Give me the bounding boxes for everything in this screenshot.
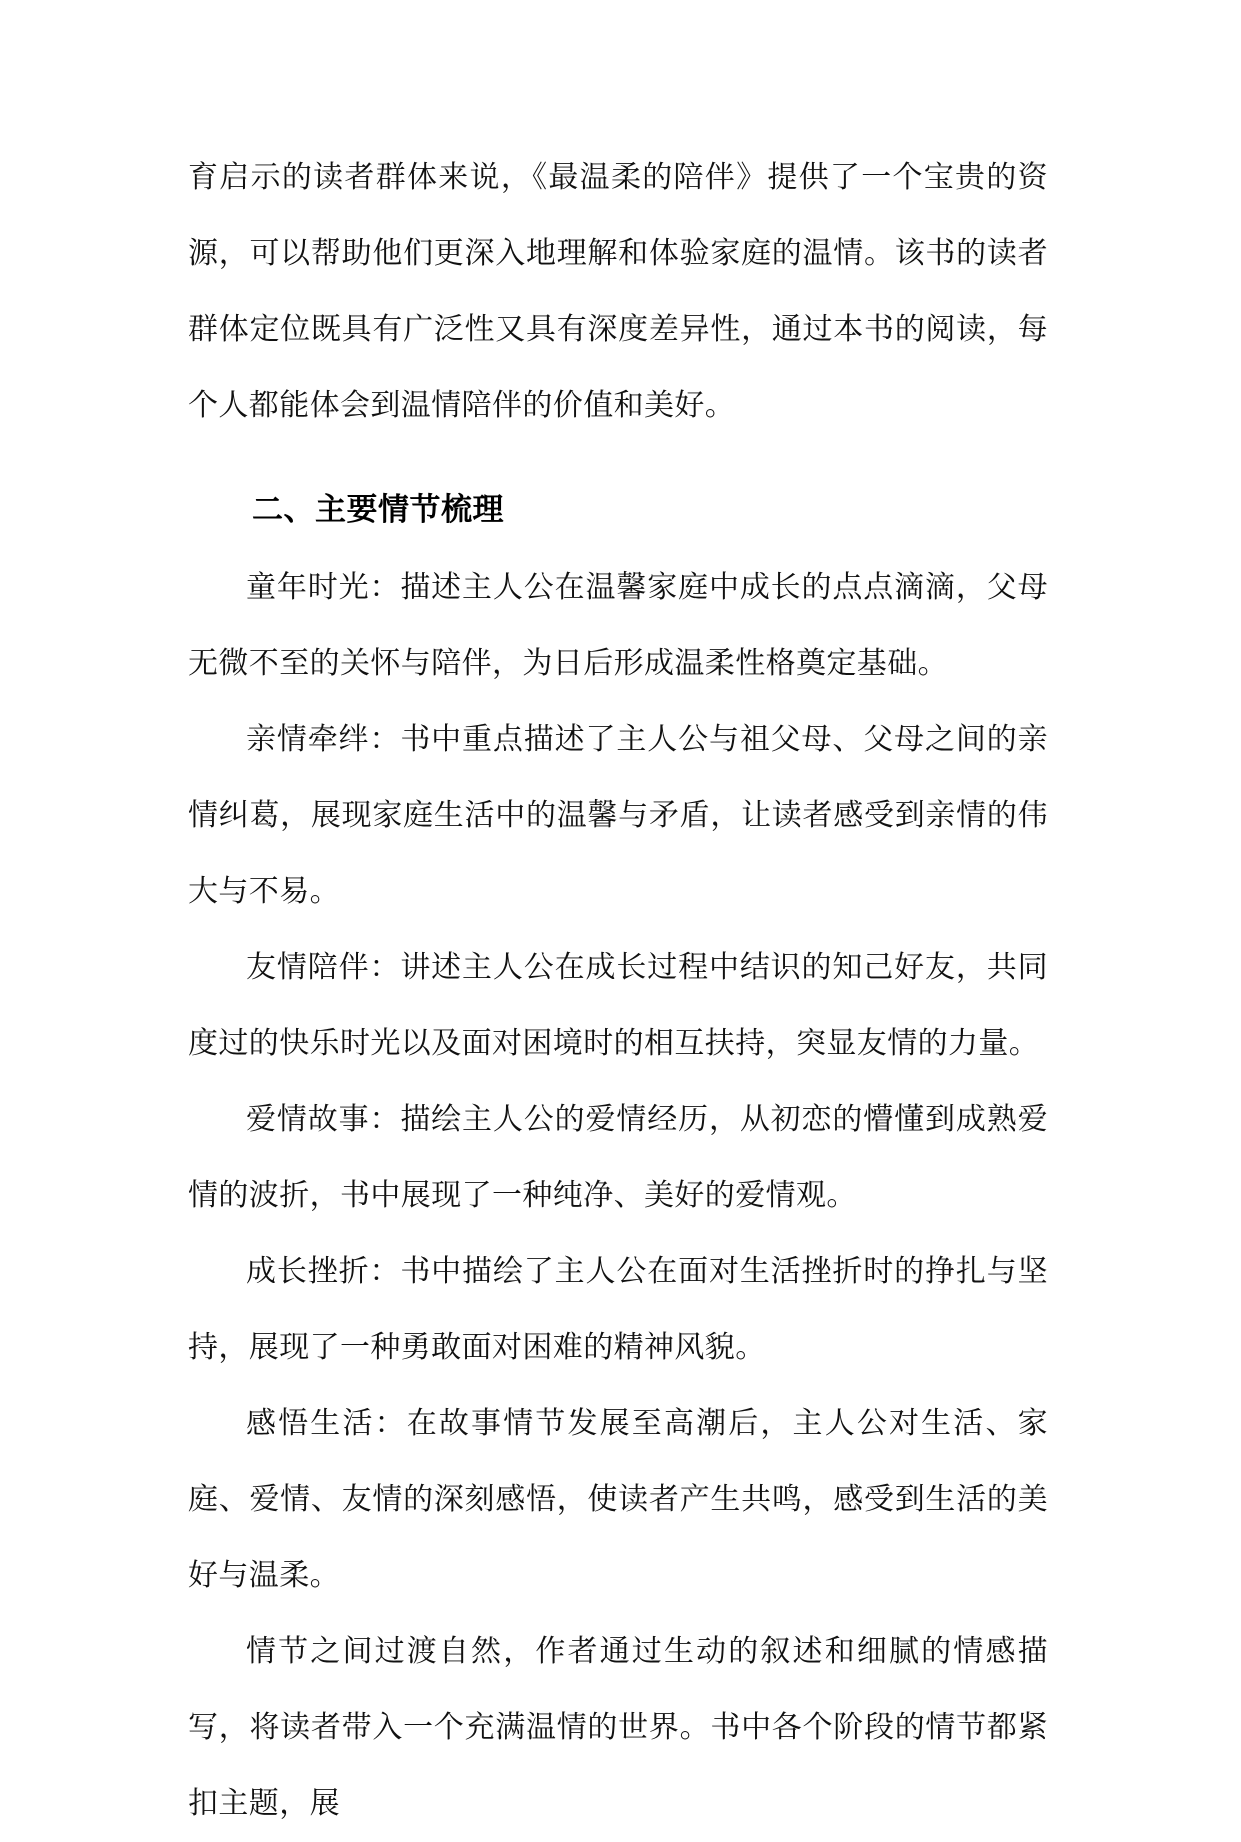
paragraph-transitions: 情节之间过渡自然，作者通过生动的叙述和细腻的情感描写，将读者带入一个充满温情的世界。书中各个阶段的情节都紧扣主题，展 (188, 1634, 1048, 1821)
paragraph-setbacks: 成长挫折：书中描绘了主人公在面对生活挫折时的挣扎与坚持，展现了一种勇敢面对困难的精神风貌。 (188, 1254, 1048, 1365)
paragraph-childhood: 童年时光：描述主人公在温馨家庭中成长的点点滴滴，父母无微不至的关怀与陪伴，为日后形成温柔性格奠定基础。 (188, 570, 1048, 681)
document-body (188, 140, 1048, 1842)
paragraph-love: 爱情故事：描绘主人公的爱情经历，从初恋的懵懂到成熟爱情的波折，书中展现了一种纯净、美好的爱情观。 (188, 1102, 1048, 1213)
paragraph-family: 亲情牵绊：书中重点描述了主人公与祖父母、父母之间的亲情纠葛，展现家庭生活中的温馨与矛盾，让读者感受到亲情的伟大与不易。 (188, 722, 1048, 909)
paragraph-friendship: 友情陪伴：讲述主人公在成长过程中结识的知己好友，共同度过的快乐时光以及面对困境时的相互扶持，突显友情的力量。 (188, 950, 1048, 1061)
paragraph-insights: 感悟生活：在故事情节发展至高潮后，主人公对生活、家庭、爱情、友情的深刻感悟，使读者产生共鸣，感受到生活的美好与温柔。 (188, 1406, 1048, 1593)
intro-paragraph: 育启示的读者群体来说，《最温柔的陪伴》提供了一个宝贵的资源，可以帮助他们更深入地理解和体验家庭的温情。该书的读者群体定位既具有广泛性又具有深度差异性，通过本书的阅读，每个人都能体会到温情陪伴的价值和美好。 (188, 160, 1048, 423)
section-title: 二、主要情节梳理 (252, 492, 504, 528)
